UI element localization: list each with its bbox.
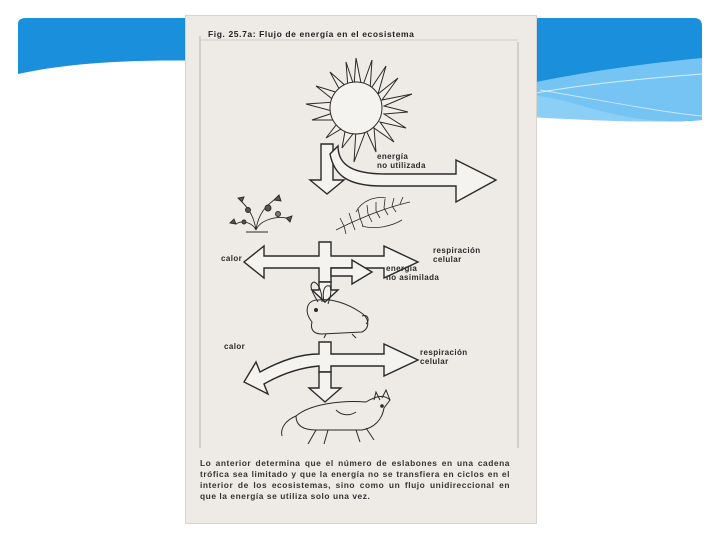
label-heat-2: calor [224,342,246,351]
label-cell-respiration-1: respiración celular [433,246,481,264]
arrow-cross-2 [244,342,418,402]
label-cell-respiration-2: respiración celular [420,348,468,366]
energy-flow-diagram [186,16,536,456]
label-unused-energy: energía no utilizada [377,152,426,170]
label-heat-1: calor [221,254,243,263]
figure-caption: Lo anterior determina que el número de eslabones en una cadena trófica sea limitado y que la energía no se transfiera en ciclos en el interior de los ecosistemas, sino como un flujo unidireccional en que la energía se utiliza solo una vez. [200,458,510,501]
fox-icon [282,390,390,444]
plant-icon [230,195,292,232]
figure-title: Fig. 25.7a: Flujo de energía en el ecosistema [208,29,415,39]
label-unassimilated-energy: energía no asimilada [386,264,440,282]
fern-icon [336,197,410,234]
